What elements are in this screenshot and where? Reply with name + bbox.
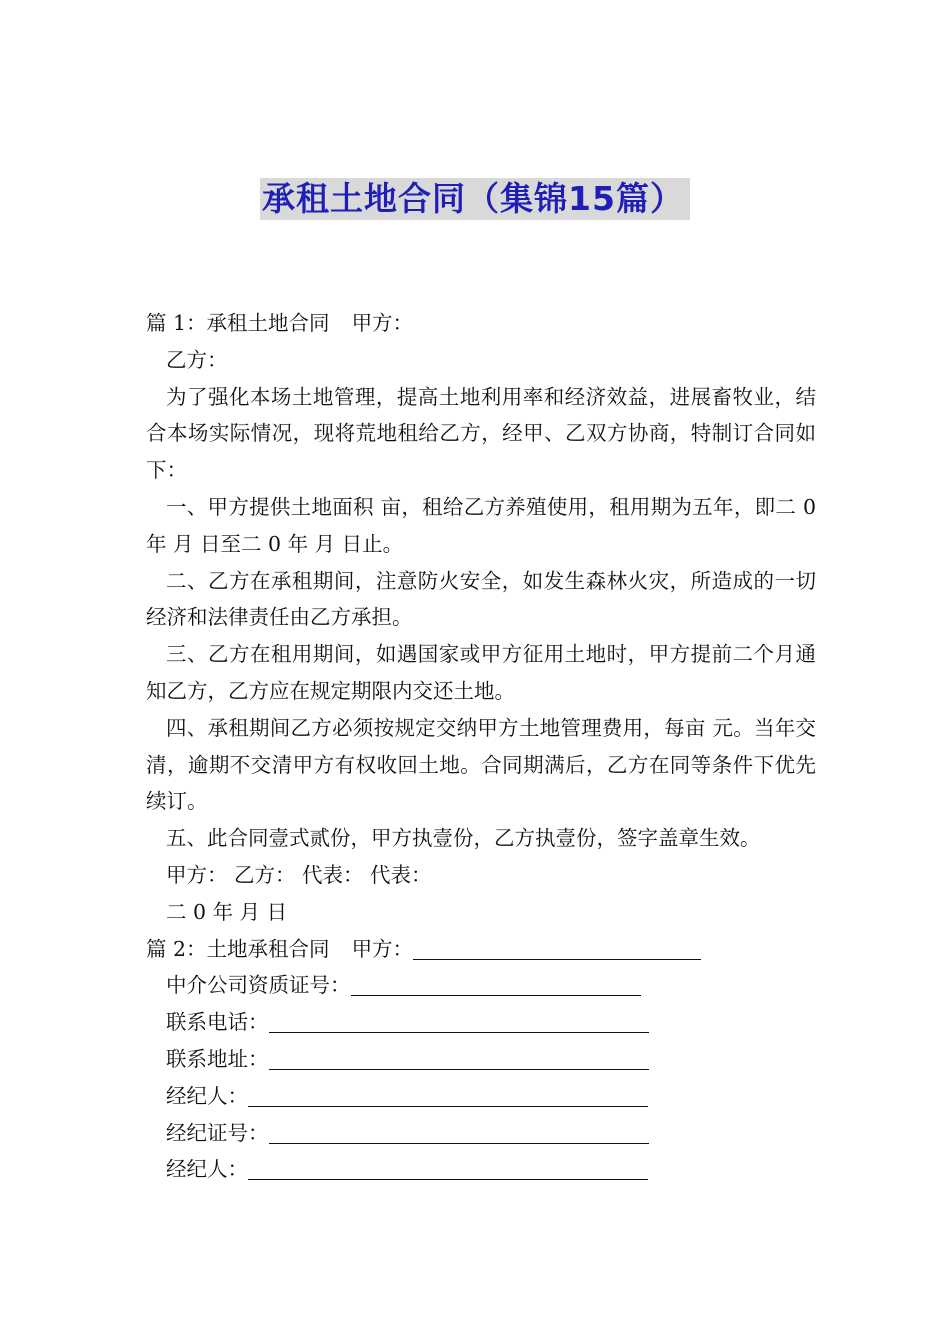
field-agent (146, 1078, 816, 1115)
field-agent-license (146, 1115, 816, 1152)
section1-signatures: 甲方： 乙方： 代表： 代表： (166, 862, 432, 887)
section1-clause-2: 二、乙方在承租期间，注意防火安全，如发生森林火灾，所造成的一切经济和法律责任由乙方承担。 (146, 568, 816, 630)
field-label: 经纪证号： (166, 1120, 269, 1145)
field-phone (146, 1004, 816, 1041)
document-title: 承租土地合同（集锦15篇） (260, 178, 690, 220)
field-blank[interactable] (248, 1153, 648, 1180)
section1-clause-1: 一、甲方提供土地面积 亩，租给乙方养殖使用，租用期为五年，即二 0 年 月 日至二 0 年 月 日止。 (146, 494, 816, 556)
document-body (146, 305, 816, 1188)
field-label: 联系电话： (166, 1010, 269, 1035)
section1-date: 二 0 年 月 日 (166, 899, 288, 924)
field-blank[interactable] (269, 1006, 649, 1033)
field-blank[interactable] (269, 1117, 649, 1144)
section1-intro: 为了强化本场土地管理，提高土地利用率和经济效益，进展畜牧业，结合本场实际情况，现将荒地租给乙方，经甲、乙双方协商，特制订合同如下： (146, 384, 816, 483)
field-agent-2 (146, 1151, 816, 1188)
section1-clause-5: 五、此合同壹式贰份，甲方执壹份，乙方执壹份，签字盖章生效。 (166, 826, 761, 851)
field-label: 经纪人： (166, 1083, 248, 1108)
party-a-blank[interactable] (413, 933, 701, 960)
section1-heading-line (146, 305, 816, 342)
section1-clause-3: 三、乙方在租用期间，如遇国家或甲方征用土地时，甲方提前二个月通知乙方，乙方应在规定期限内交还土地。 (146, 642, 816, 703)
section1-clause-4: 四、承租期间乙方必须按规定交纳甲方土地管理费用，每亩 元。当年交清，逾期不交清甲方有权收回土地。合同期满后，乙方在同等条件下优先续订。 (146, 715, 816, 814)
section1-heading: 篇 1：承租土地合同 (146, 311, 330, 335)
field-blank[interactable] (351, 969, 641, 996)
title-container (0, 178, 950, 220)
field-label: 经纪人： (166, 1157, 248, 1182)
field-label: 联系地址： (166, 1046, 269, 1071)
section1-party-a: 甲方： (351, 311, 414, 335)
section2-party-a: 甲方： (351, 936, 414, 961)
field-blank[interactable] (269, 1043, 649, 1070)
field-qualification (146, 967, 816, 1004)
field-address (146, 1041, 816, 1078)
section2-heading-line (146, 931, 816, 968)
section1-party-b: 乙方： (166, 347, 228, 372)
field-blank[interactable] (248, 1080, 648, 1107)
field-label: 中介公司资质证号： (166, 973, 351, 998)
section2-heading: 篇 2：土地承租合同 (146, 936, 330, 961)
